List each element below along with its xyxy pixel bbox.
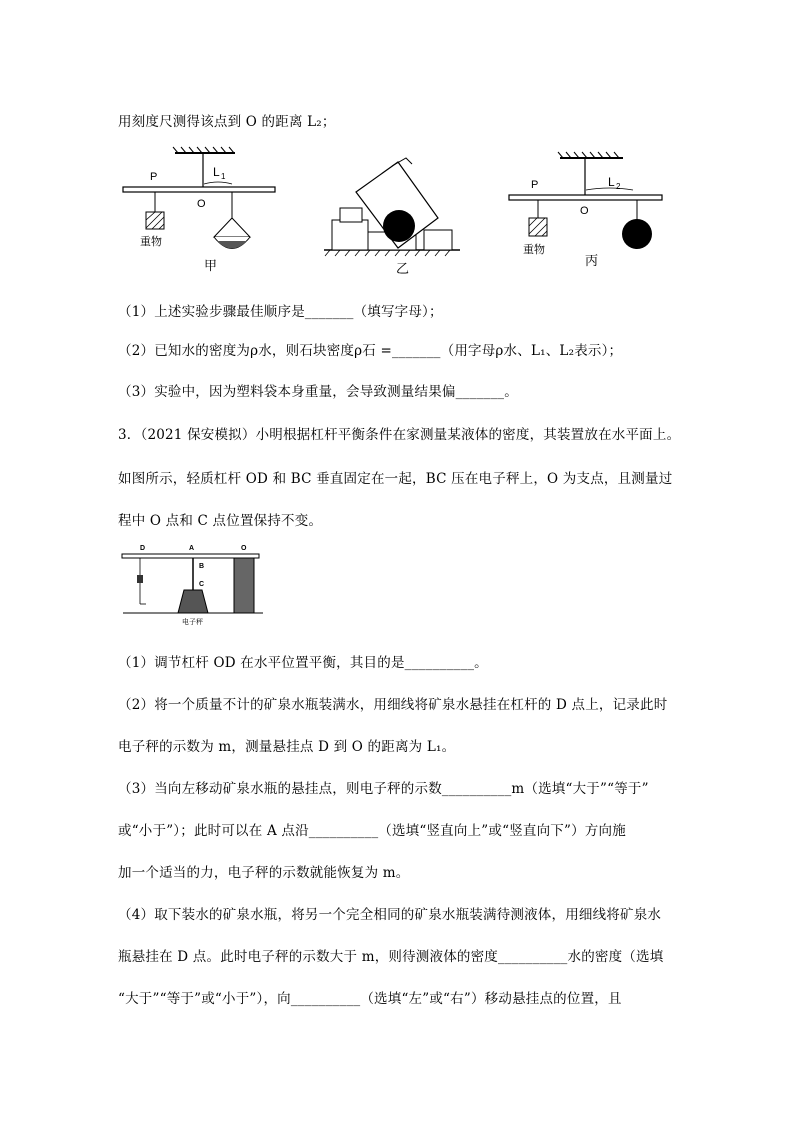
caption-yi: 乙 [396, 261, 410, 276]
label-p: P [150, 171, 158, 183]
label-l2-sub: 2 [616, 182, 621, 191]
text-line-3: （3）实验中，因为塑料袋本身重量，会导致测量结果偏_______。 [118, 384, 518, 400]
text-line-2: （2）已知水的密度为ρ水，则石块密度ρ石 =_______（用字母ρ水、L₁、L₂表示）； [118, 343, 623, 359]
support-pillar [234, 558, 254, 613]
text-line-9: 电子秤的示数为 m，测量悬挂点 D 到 O 的距离为 L₁。 [118, 739, 456, 755]
label-d: D [140, 545, 146, 552]
figure-bing [505, 140, 675, 280]
text-line-8: （2）将一个质量不计的矿泉水瓶装满水，用细线将矿泉水悬挂在杠杆的 D 点上，记录此时 [118, 697, 668, 713]
text-line-6: 程中 O 点和 C 点位置保持不变。 [118, 513, 323, 529]
figure-lever-scale [118, 538, 268, 633]
electronic-scale [178, 590, 208, 613]
label-a: A [189, 545, 195, 552]
label-weight: 重物 [140, 236, 162, 248]
text-line-15: “大于”“等于”或“小于”），向__________（选填“左”或“右”）移动悬挂点的位置，且 [118, 991, 622, 1007]
figure-jia [118, 140, 288, 280]
text-line-4: 3．（2021 保安模拟）小明根据杠杆平衡条件在家测量某液体的密度，其装置放在水平面上。 [118, 427, 681, 443]
stone [383, 210, 415, 242]
text-line-10: （3）当向左移动矿泉水瓶的悬挂点，则电子秤的示数__________m（选填“大于”“等于” [118, 781, 649, 797]
caption-jia: 甲 [204, 258, 218, 273]
label-o: O [241, 545, 247, 552]
figure-yi [320, 140, 465, 280]
text-line-7: （1）调节杠杆 OD 在水平位置平衡，其目的是__________。 [118, 655, 488, 671]
label-l1-sub: 1 [221, 172, 226, 181]
text-line-11: 或“小于”）；此时可以在 A 点沿__________（选填“竖直向上”或“竖直向下”）方向施 [118, 823, 626, 839]
label-weight: 重物 [523, 244, 545, 256]
stone [622, 219, 652, 249]
text-line-0: 用刻度尺测得该点到 O 的距离 L₂； [118, 114, 336, 130]
lever [509, 195, 662, 200]
label-c: C [199, 581, 205, 588]
label-l1: L [213, 165, 220, 179]
caption-bing: 丙 [585, 253, 599, 268]
text-line-5: 如图所示，轻质杠杆 OD 和 BC 垂直固定在一起，BC 压在电子秤上，O 为支点，且测量过 [118, 471, 673, 487]
label-p: P [531, 179, 539, 191]
label-l2: L [608, 175, 615, 189]
label-scale: 电子秤 [182, 619, 203, 626]
label-o: O [197, 198, 206, 210]
label-o: O [580, 205, 589, 217]
lever [123, 187, 275, 192]
lever-od [122, 554, 259, 558]
text-line-1: （1）上述实验步骤最佳顺序是_______（填写字母）； [118, 304, 443, 320]
text-line-12: 加一个适当的力，电子秤的示数就能恢复为 m。 [118, 865, 410, 881]
label-b: B [199, 563, 205, 570]
text-line-14: 瓶悬挂在 D 点。此时电子秤的示数大于 m，则待测液体的密度__________水的密度（选填 [118, 949, 664, 965]
text-line-13: （4）取下装水的矿泉水瓶，将另一个完全相同的矿泉水瓶装满待测液体，用细线将矿泉水 [118, 907, 662, 923]
